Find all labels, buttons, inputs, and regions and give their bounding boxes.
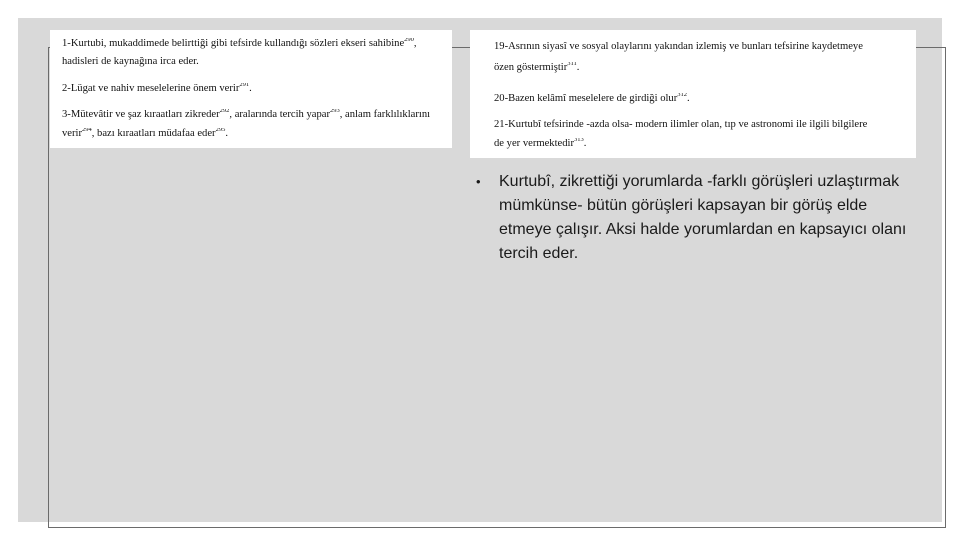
bullet-point: [476, 170, 916, 266]
bullet-text: Kurtubî, zikrettiği yorumlarda -farklı görüşleri uzlaştırmak mümkünse- bütün görüşleri kapsayan bir görüş elde etmeye çalışır. Aksi halde yorumlardan en kapsayıcı olanı tercih eder.: [499, 173, 907, 262]
excerpt-line: 1-Kurtubi, mukaddimede belirttiği gibi tefsirde kullandığı sözleri ekseri sahibine$^{290}$,: [62, 38, 417, 49]
excerpt-line: verir$^{294}$, bazı kıraatları müdafaa eder$^{295}$.: [62, 128, 228, 139]
bullet-marker: •: [476, 174, 481, 189]
left-scanned-excerpt: [50, 30, 452, 148]
excerpt-line: de yer vermektedir$^{313}$.: [494, 138, 587, 149]
right-scanned-excerpt: [470, 30, 916, 158]
excerpt-line: 19-Asrının siyasî ve sosyal olaylarını yakından izlemiş ve bunları tefsirine kaydetmeye: [494, 41, 863, 52]
excerpt-line: hadisleri de kaynağına irca eder.: [62, 56, 199, 67]
excerpt-line: 2-Lügat ve nahiv meselelerine önem verir$^{291}$.: [62, 83, 252, 94]
excerpt-line: 3-Mütevâtir ve şaz kıraatları zikreder$^{292}$, aralarında tercih yapar$^{293}$, anlam farklılıklarını: [62, 109, 431, 120]
excerpt-line: 21-Kurtubî tefsirinde -azda olsa- modern ilimler olan, tıp ve astronomi ile ilgili bilgilere: [494, 119, 868, 130]
excerpt-line: 20-Bazen kelâmî meselelere de girdiği olur$^{312}$.: [494, 93, 690, 104]
excerpt-line: özen göstermiştir$^{311}$.: [494, 62, 580, 73]
